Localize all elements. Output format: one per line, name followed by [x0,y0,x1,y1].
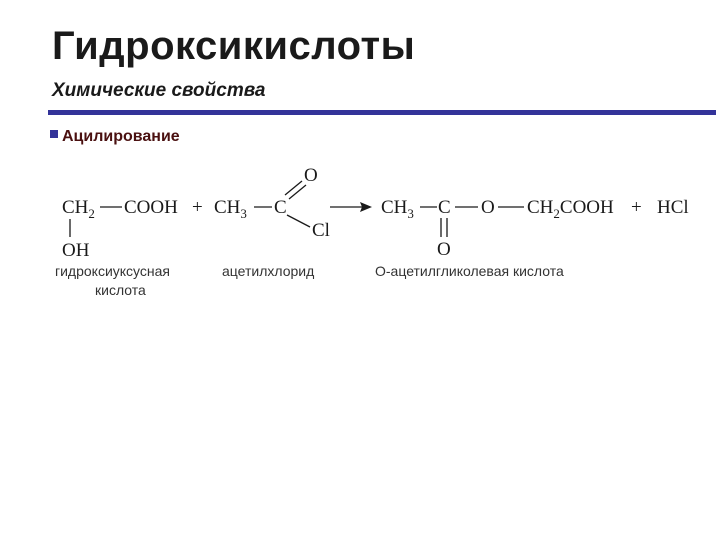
reactant1-cooh: COOH [124,197,178,218]
caption-product1: О-ацетилгликолевая кислота [375,263,564,279]
product1-o-bridge: O [481,197,495,218]
reactant1-ch2: $CH_2$ [62,197,95,221]
caption-reactant1-line2: кислота [95,282,146,298]
product1-c: C [438,197,451,218]
page-title: Гидроксикислоты [52,24,416,68]
reaction-scheme [0,155,720,315]
reactant2-o: O [304,165,318,186]
plus-sign-2: + [631,197,642,218]
product1-ch3: $CH_3$ [381,197,414,221]
reactant2-cl: Cl [312,220,330,241]
double-bond-c-o-a [285,181,302,195]
bullet-square-icon [50,130,58,138]
section-heading: Ацилирование [62,128,180,145]
title-divider [48,110,716,115]
reactant1-oh: OH [62,240,90,261]
caption-reactant2: ацетилхлорид [222,263,315,279]
product2-hcl: HCl [657,197,689,218]
product1-o-double: O [437,239,451,260]
page-subtitle: Химические свойства [52,80,266,101]
bond-c-cl [287,215,310,227]
double-bond-c-o-b [289,185,306,199]
product1-ch2cooh: $CH_2COOH$ [527,197,614,221]
reactant2-c: C [274,197,287,218]
caption-reactant1-line1: гидроксиуксусная [55,263,170,279]
plus-sign-1: + [192,197,203,218]
reactant2-ch3: $CH_3$ [214,197,247,221]
